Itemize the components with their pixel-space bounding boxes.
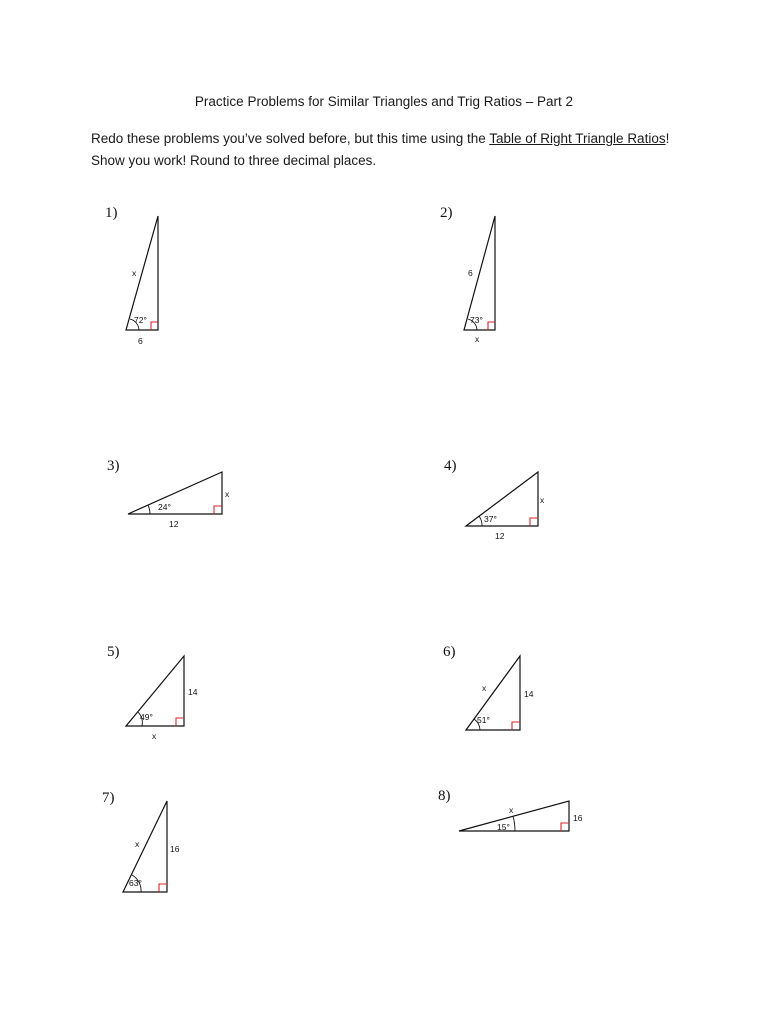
side-label-base: 6 — [138, 336, 143, 346]
problem-number: 8) — [438, 788, 451, 804]
angle-label: 24° — [158, 502, 171, 512]
page-title: Practice Problems for Similar Triangles and Trig Ratios – Part 2 — [194, 94, 574, 109]
angle-arc — [479, 516, 482, 526]
problem-number: 1) — [105, 205, 118, 221]
triangle-2-figure — [450, 210, 520, 355]
triangle-3-figure — [120, 462, 250, 542]
angle-label: 49° — [140, 712, 153, 722]
instructions-text: Redo these problems you’ve solved before, but this time using the — [91, 131, 490, 146]
angle-label: 37° — [484, 514, 497, 524]
angle-label: 15° — [497, 822, 510, 832]
side-label-height: 16 — [573, 813, 583, 823]
angle-arc — [513, 816, 515, 831]
instructions-exclaim: ! — [665, 131, 670, 146]
side-label-hypotenuse: x — [135, 839, 140, 849]
angle-label: 72° — [134, 315, 147, 325]
triangle-shape — [126, 656, 184, 726]
right-angle-marker — [214, 506, 222, 514]
side-label-height: x — [540, 495, 545, 505]
triangle-4-figure — [460, 462, 560, 547]
angle-label: 51° — [477, 715, 490, 725]
side-label-hypotenuse: 6 — [468, 268, 473, 278]
side-label-base: x — [152, 731, 157, 741]
problem-number: 6) — [443, 644, 456, 660]
side-label-base: x — [475, 334, 480, 344]
instructions-line2: Show you work! Round to three decimal places. — [91, 153, 377, 168]
side-label-hypotenuse: x — [132, 268, 137, 278]
right-angle-marker — [530, 518, 538, 526]
triangle-6-figure — [460, 650, 550, 740]
side-label-hypotenuse: x — [482, 683, 487, 693]
problem-number: 2) — [440, 205, 453, 221]
triangle-shape — [466, 472, 538, 526]
triangle-1-figure — [110, 210, 180, 355]
side-label-height: x — [225, 489, 230, 499]
right-angle-marker — [561, 823, 569, 831]
right-angle-marker — [176, 718, 184, 726]
side-label-hypotenuse: x — [509, 805, 514, 815]
problem-number: 5) — [107, 644, 120, 660]
problem-number: 7) — [102, 790, 115, 806]
triangle-7-figure — [115, 795, 195, 900]
angle-arc — [148, 505, 150, 514]
triangle-shape — [126, 216, 158, 330]
angle-label: 63° — [129, 878, 142, 888]
problem-number: 3) — [107, 458, 120, 474]
right-angle-marker — [488, 322, 495, 330]
triangle-shape — [459, 801, 569, 831]
table-ratios-link[interactable]: Table of Right Triangle Ratios — [489, 131, 666, 146]
right-angle-marker — [159, 884, 167, 892]
right-angle-marker — [512, 722, 520, 730]
triangle-5-figure — [120, 650, 220, 745]
angle-label: 73° — [470, 315, 483, 325]
instructions — [91, 128, 691, 172]
problem-number: 4) — [444, 458, 457, 474]
side-label-height: 14 — [188, 687, 198, 697]
side-label-base: 12 — [169, 519, 179, 529]
triangle-8-figure — [455, 795, 595, 840]
side-label-height: 14 — [524, 689, 534, 699]
side-label-base: 12 — [495, 531, 505, 541]
right-angle-marker — [151, 322, 158, 330]
side-label-height: 16 — [170, 844, 180, 854]
triangle-shape — [128, 472, 222, 514]
